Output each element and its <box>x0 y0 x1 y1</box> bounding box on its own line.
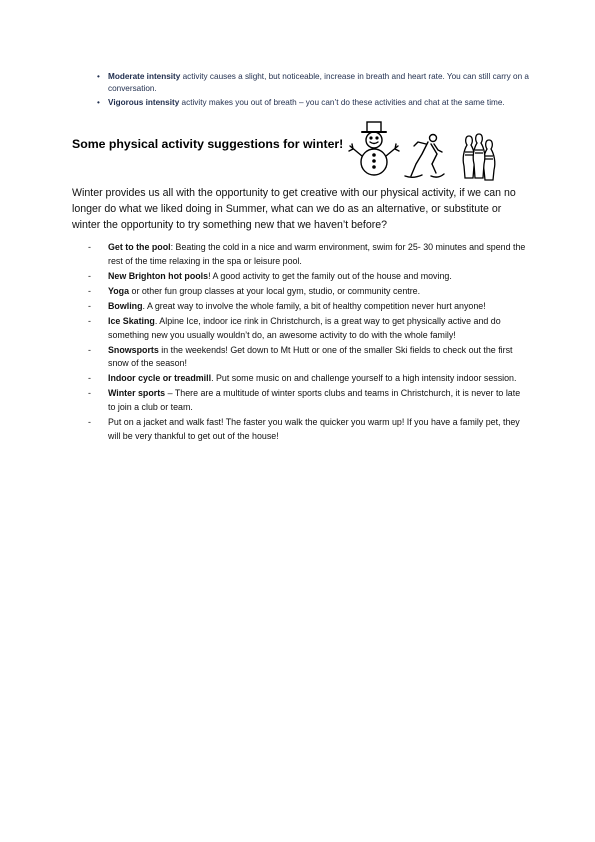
suggestion-term: Get to the pool <box>108 242 171 252</box>
suggestion-term: Yoga <box>108 285 130 296</box>
list-item <box>88 241 528 268</box>
list-item <box>88 285 528 299</box>
list-item <box>88 372 528 386</box>
dash-bullet: - <box>88 417 91 428</box>
suggestion-text: . Alpine Ice, indoor ice rink in Christchurch, is a great way to get physically active and do something new you usually wouldn’t do, an awesome activity to do with the whole family! <box>108 315 501 340</box>
suggestion-text: . A great way to involve the whole family, a bit of healthy competition never hurt anyone! <box>142 300 486 311</box>
intro-paragraph: Winter provides us all with the opportunity to get creative with our physical activity, if we can no longer do what we liked doing in Summer, what can we do as an alternative, or substitute or winter the opportunity to try something new that we haven’t before? <box>72 187 516 231</box>
dash-bullet: - <box>88 315 91 326</box>
dash-bullet: - <box>88 388 91 399</box>
list-item <box>88 300 528 314</box>
suggestions-list <box>88 241 528 445</box>
suggestion-text: in the weekends! Get down to Mt Hutt or one of the smaller Ski fields to check out the first snow of the season! <box>108 344 513 369</box>
suggestion-text: ! A good activity to get the family out of the house and moving. <box>208 270 452 281</box>
list-item <box>97 71 537 95</box>
suggestion-text: : Beating the cold in a nice and warm environment, swim for 25- 30 minutes and spend the rest of the time relaxing in the spa or leisure pool. <box>108 242 526 266</box>
bullet-icon: • <box>97 98 100 107</box>
suggestion-text: or other fun group classes at your local gym, studio, or community centre. <box>129 285 421 296</box>
list-item <box>97 97 537 109</box>
suggestion-term: Bowling <box>108 300 143 311</box>
dash-bullet: - <box>88 300 91 311</box>
winter-icons <box>338 120 508 182</box>
bowling-pins-icon <box>463 134 495 180</box>
dash-bullet: - <box>88 344 91 355</box>
ice-skater-icon <box>405 135 444 178</box>
intensity-list <box>97 71 537 111</box>
intensity-term: Vigorous intensity <box>108 98 180 107</box>
suggestion-term: Snowsports <box>108 344 159 355</box>
suggestion-term: Indoor cycle or treadmill <box>108 373 212 384</box>
list-item <box>88 315 528 342</box>
dash-bullet: - <box>88 270 91 281</box>
list-item <box>88 416 528 443</box>
intensity-description: activity makes you out of breath – you can’t do these activities and chat at the same time. <box>179 98 505 107</box>
bullet-icon: • <box>97 72 100 81</box>
dash-bullet: - <box>88 373 91 384</box>
suggestion-term: Winter sports <box>108 388 166 399</box>
snowman-icon <box>349 122 399 175</box>
list-item <box>88 270 528 284</box>
section-heading: Some physical activity suggestions for winter! <box>72 137 344 151</box>
dash-bullet: - <box>88 285 91 296</box>
suggestion-text: Put on a jacket and walk fast! The faster you walk the quicker you warm up! If you have a family pet, they will be very thankful to get out of the house! <box>108 417 520 441</box>
dash-bullet: - <box>88 242 91 252</box>
suggestion-text: – There are a multitude of winter sports clubs and teams in Christchurch, it is never to late to join a club or team. <box>108 388 521 413</box>
list-item <box>88 387 528 414</box>
suggestion-term: Ice Skating <box>108 315 155 326</box>
intensity-term: Moderate intensity <box>108 72 181 81</box>
suggestion-term: New Brighton hot pools <box>108 270 209 281</box>
suggestion-text: . Put some music on and challenge yourself to a high intensity indoor session. <box>211 373 517 384</box>
intensity-description: activity causes a slight, but noticeable, increase in breath and heart rate. You can still carry on a conversation. <box>108 72 529 93</box>
list-item <box>88 344 528 371</box>
